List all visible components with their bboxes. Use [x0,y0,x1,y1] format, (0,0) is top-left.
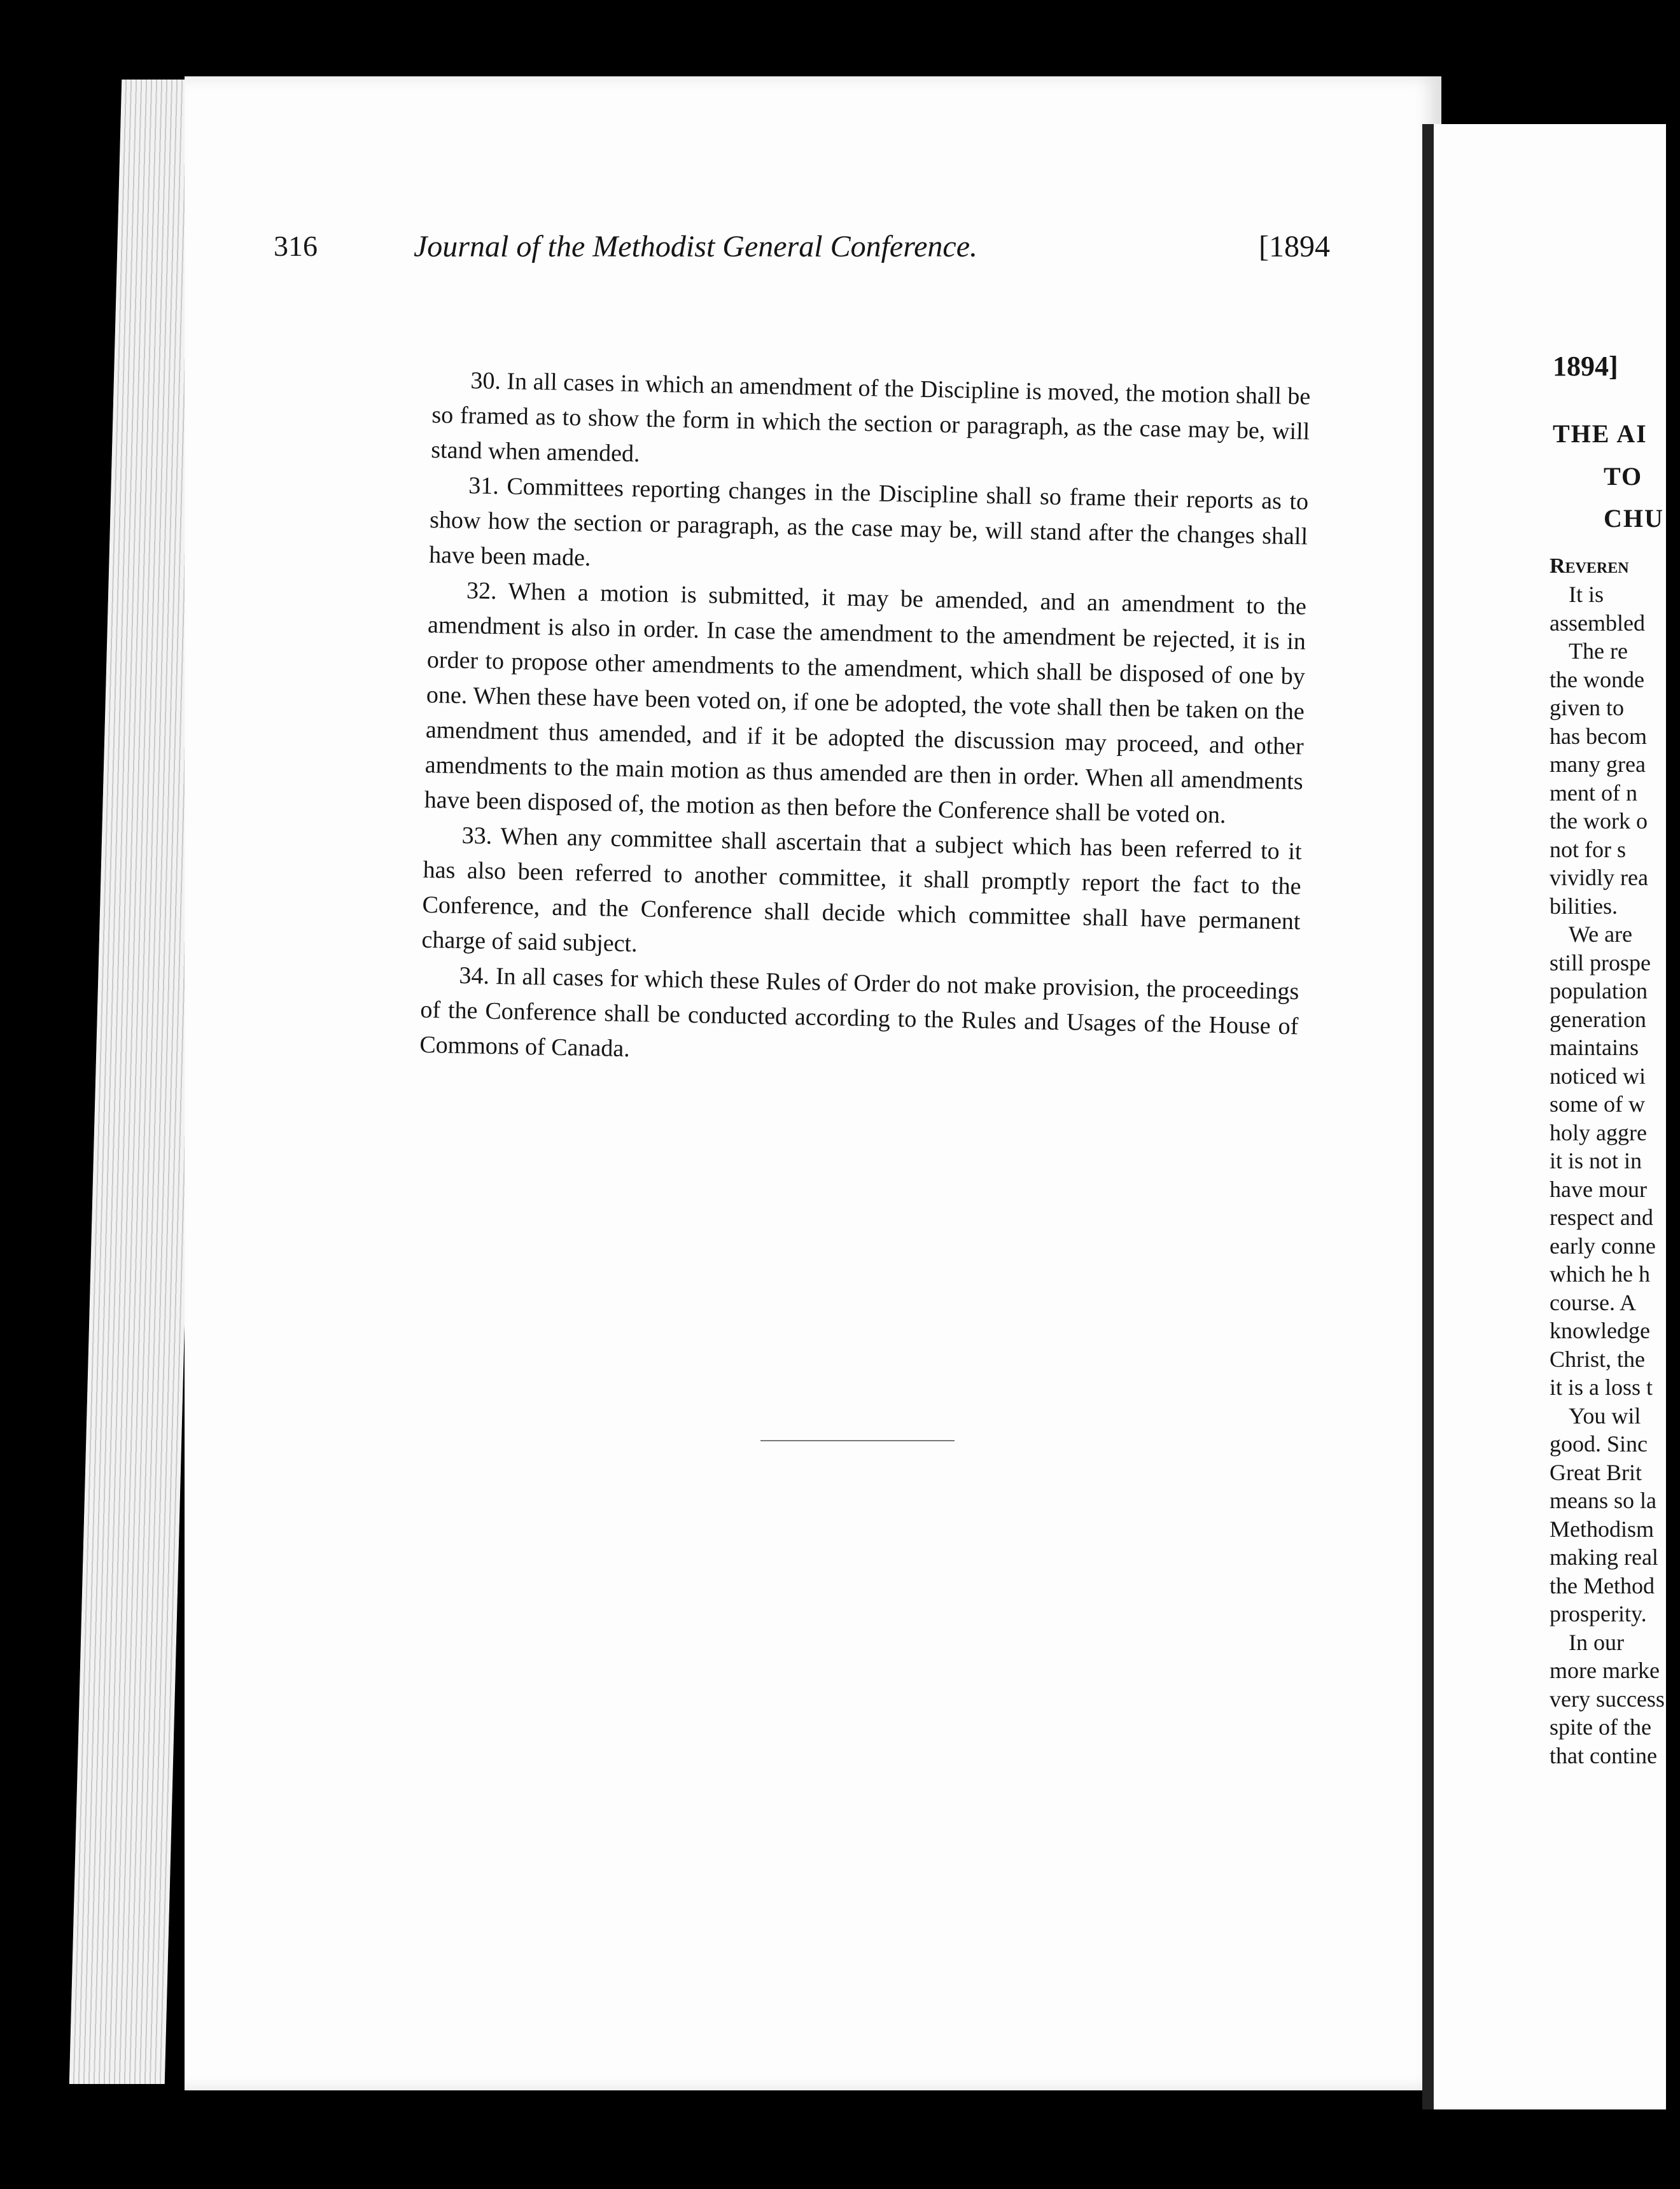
page-header [274,229,1330,280]
right-text-line: bilities. [1550,893,1618,919]
running-title: Journal of the Methodist General Conference. [414,230,978,263]
right-text-line: early conne [1550,1233,1656,1259]
rule-33: 33. When any committee shall ascertain that a subject which has been referred to it has also been referred to another committee, it shall promptly report the fact to the Conference, and the Conference shall decide which committee shall have permanent charge of said subject. [421,822,1302,958]
right-text-line: Christ, the [1550,1346,1645,1372]
right-text-line: that contine [1550,1742,1657,1768]
right-title-line-1: THE AI [1553,419,1648,448]
right-text-line: course. A [1550,1289,1636,1315]
right-text-line: population [1550,978,1648,1004]
right-text-line: means so la [1550,1488,1656,1513]
right-text-line: Methodism [1550,1516,1655,1542]
right-page-text [1515,420,1680,1770]
rule-31: 31. Committees reporting changes in the Discipline shall so frame their reports as to show how the section or paragraph, as the case may be, will stand after the changes shall have been made. [428,472,1309,571]
right-text-line: In our [1569,1629,1624,1655]
right-text-line: have mour [1550,1176,1647,1202]
right-lines [1515,580,1680,1770]
page-number: 316 [274,230,318,262]
right-text-line: has becom [1550,723,1647,749]
right-page-year: 1894] [1553,351,1618,382]
right-text-line: good. Sinc [1550,1431,1648,1457]
right-text-line: noticed wi [1550,1063,1646,1089]
rule-30: 30. In all cases in which an amendment of the Discipline is moved, the motion shall be so framed as to show the form in which the section or paragraph, as the case may be, will stand when amended. [430,367,1311,468]
right-text-line: You wil [1569,1402,1641,1429]
right-text-line: knowledge [1550,1318,1650,1343]
right-text-line: vividly rea [1550,865,1648,890]
right-text-line: spite of the [1550,1714,1651,1740]
right-text-line: the Method [1550,1572,1655,1598]
rule-34: 34. In all cases for which these Rules of Order do not make provision, the proceedings of the Conference shall be conducted according to the Rules and Usages of the House of Commons of Canada. [419,962,1299,1063]
right-text-line: still prospe [1550,949,1651,976]
right-text-line: We are [1569,921,1633,947]
right-text-line: it is not in [1550,1148,1642,1173]
rules-text [419,363,1311,1079]
right-text-line: the work o [1550,808,1648,834]
right-text-line: which he h [1550,1261,1650,1287]
right-text-line: respect and [1550,1205,1653,1230]
right-text-line: ment of n [1550,780,1637,806]
right-text-line: generation [1550,1006,1646,1032]
salutation: Reveren [1550,554,1629,578]
right-text-line: not for s [1550,836,1626,862]
right-text-line: given to [1550,695,1624,720]
right-title-line-3: CHU [1604,504,1664,533]
right-text-line: Great Brit [1550,1459,1642,1485]
right-text-line: holy aggre [1550,1119,1647,1145]
header-year: [1894 [1259,230,1330,263]
right-text-line: more marke [1550,1658,1660,1683]
rule-32: 32. When a motion is submitted, it may be amended, and an amendment to the amendment is also in order. In case the amendment to the amendment be rejected, it is in order to propose other amendments to the amendment, which shall be disposed of one by one. When these have been voted on, if one be adopted, the vote shall then be taken on the amendment thus amended, and if it be adopted the discussion may proceed, and other amendments to the main motion as thus amended are then in order. When all amendments have been disposed of, the motion as then before the Conference shall be voted on. [424,577,1307,829]
right-text-line: some of w [1550,1091,1645,1117]
right-text-line: it is a loss t [1550,1374,1653,1400]
end-rule [760,1440,955,1441]
right-text-line: many grea [1550,752,1646,777]
right-text-line: the wonde [1550,666,1644,692]
right-text-line: It is [1569,582,1604,607]
right-text-line: maintains [1550,1035,1639,1060]
right-text-line: assembled [1550,610,1645,636]
right-text-line: The re [1569,638,1628,664]
right-text-line: very success [1550,1686,1665,1712]
right-text-line: prosperity. [1550,1601,1647,1626]
right-text-line: making real [1550,1544,1658,1570]
right-title-line-2: TO [1604,461,1643,491]
